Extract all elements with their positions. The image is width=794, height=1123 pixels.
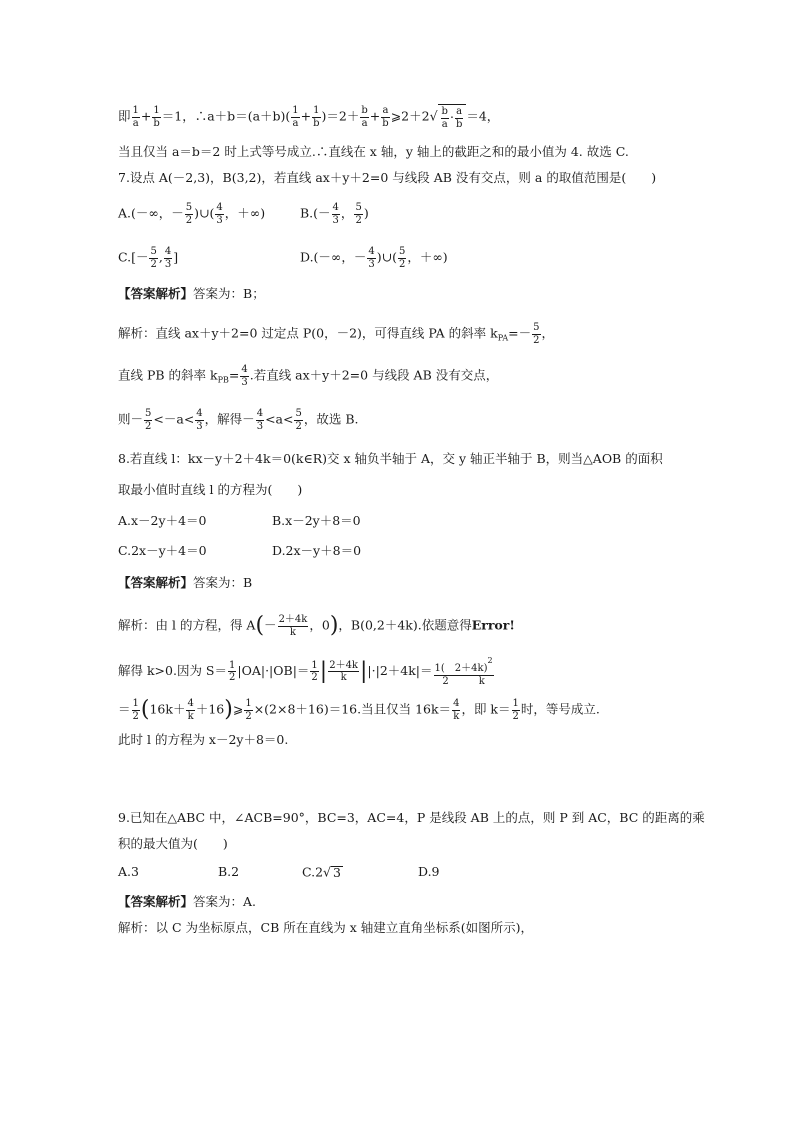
fraction: $\frac{a}{b}$: [382, 105, 389, 129]
q7-explanation-2: 直线 PB 的斜率 $k_{PB}=$ $\frac{4}{3}$ .若直线 ax＋y＋2=0 与线段 AB 没有交点，: [118, 364, 499, 388]
q9-explanation-1: 解析：以 C 为坐标原点，CB 所在直线为 x 轴建立直角坐标系(如图所示)，: [118, 920, 533, 935]
radicand: $\frac{b}{a}$ · $\frac{a}{b}$: [438, 104, 467, 130]
answer-text: 答案为：A.: [193, 894, 257, 909]
answer-label: 【答案解析】: [118, 575, 194, 590]
q9-option-a: A.3: [118, 864, 139, 879]
text: ＝1，∴a＋b＝(a＋b)(: [161, 108, 291, 124]
q9-option-d: D.9: [418, 864, 440, 879]
fraction: $\frac{1}{b}$: [313, 105, 320, 129]
q8-answer: [118, 577, 252, 590]
text: ＝4，: [466, 108, 500, 124]
sqrt-sign: √: [429, 108, 438, 124]
q8-explanation-4: 此时 l 的方程为 x－2y＋8＝0.: [118, 732, 289, 747]
q7-stem: 7.设点 A(－2,3)，B(3,2)，若直线 ax＋y＋2=0 与线段 AB 没有交点，则 a 的取值范围是( ): [118, 170, 657, 185]
q8-option-d: D.2x－y＋8＝0: [272, 543, 362, 558]
q8-option-a: A.x－2y＋4＝0: [118, 513, 207, 528]
q9-stem-2: 积的最大值为( ): [118, 836, 228, 851]
answer-label: 【答案解析】: [118, 894, 194, 909]
q8-option-b: B.x－2y＋8＝0: [272, 513, 361, 528]
q7-option-b: B.(－ $\frac{4}{3}$ ， $\frac{5}{2}$ ): [300, 202, 369, 226]
q7-option-c: C.[－ $\frac{5}{2}$ , $\frac{4}{3}$ ]: [118, 246, 179, 270]
q7-option-a: A.(－∞，－ $\frac{5}{2}$ )∪( $\frac{4}{3}$ ，＋∞): [118, 202, 266, 226]
answer-text: 答案为：B: [193, 575, 253, 590]
text: +: [140, 108, 152, 124]
q8-stem-1: 8.若直线 l：kx－y＋2＋4k＝0(k∈R)交 x 轴负半轴于 A，交 y 轴正半轴于 B，则当△AOB 的面积: [118, 451, 663, 466]
fraction: $\frac{1}{a}$: [292, 105, 299, 129]
fraction: $\frac{b}{a}$: [361, 105, 368, 129]
fraction: $\frac{1}{a}$: [132, 105, 139, 129]
q8-option-c: C.2x－y＋4＝0: [118, 543, 207, 558]
q7-explanation-3: 则－ $\frac{5}{2}$ <－a< $\frac{4}{3}$ ，解得－ $\frac{4}{3}$ <a< $\frac{5}{2}$ ，故选 B.: [118, 408, 359, 432]
error-placeholder: Error!: [471, 617, 515, 633]
q7-explanation-1: 解析：直线 ax＋y＋2=0 过定点 P(0，－2)，可得直线 PA 的斜率 $k_{PA}=-$ $\frac{5}{2}$ ，: [118, 322, 555, 346]
answer-label: 【答案解析】: [118, 286, 194, 301]
q9-answer: [118, 896, 256, 909]
text: ⩾2＋2: [390, 108, 430, 124]
fraction: $\frac{1}{b}$: [153, 105, 160, 129]
derivation-line-1: [118, 104, 499, 130]
q9-option-b: B.2: [218, 864, 240, 879]
q8-explanation-2: 解得 k>0.因为 S＝ $\frac{1}{2}$ |OA|·|OB|＝ $\frac{1}{2}$ | $\frac{2+4k}{k}$ ||·|2＋4k|＝ $\frac{1( 2+4k)^2}{2 k}$: [118, 656, 493, 687]
text: +: [369, 108, 381, 124]
q8-explanation-1: 解析：由 l 的方程，得 A(－ $\frac{2+4k}{k}$ ，0)，B(0,2＋4k).依题意得Error!: [118, 613, 515, 638]
q7-answer: [118, 288, 265, 301]
q9-option-c: C.2√ 3: [302, 864, 341, 880]
answer-text: 答案为：B；: [193, 286, 265, 301]
q8-explanation-3: ＝ $\frac{1}{2}$ (16k＋ $\frac{4}{k}$ ＋16)⩾ $\frac{1}{2}$ ×(2×8＋16)＝16.当且仅当 16k＝ $\frac{4}{k}$ ，即 k＝ $\frac{1}{2}$ 时，等号成立.: [118, 697, 600, 722]
q7-option-d: D.(－∞，－ $\frac{4}{3}$ )∪( $\frac{5}{2}$ ，＋∞): [300, 246, 448, 270]
q8-stem-2: 取最小值时直线 l 的方程为( ): [118, 482, 303, 497]
text: +: [300, 108, 312, 124]
q9-stem-1: 9.已知在△ABC 中，∠ACB=90°，BC=3，AC=4，P 是线段 AB 上的点，则 P 到 AC，BC 的距离的乘: [118, 810, 705, 825]
derivation-line-2: 当且仅当 a＝b＝2 时上式等号成立.∴直线在 x 轴，y 轴上的截距之和的最小值为 4. 故选 C.: [118, 144, 629, 159]
text: 即: [118, 108, 131, 124]
text: )＝2＋: [321, 108, 360, 124]
